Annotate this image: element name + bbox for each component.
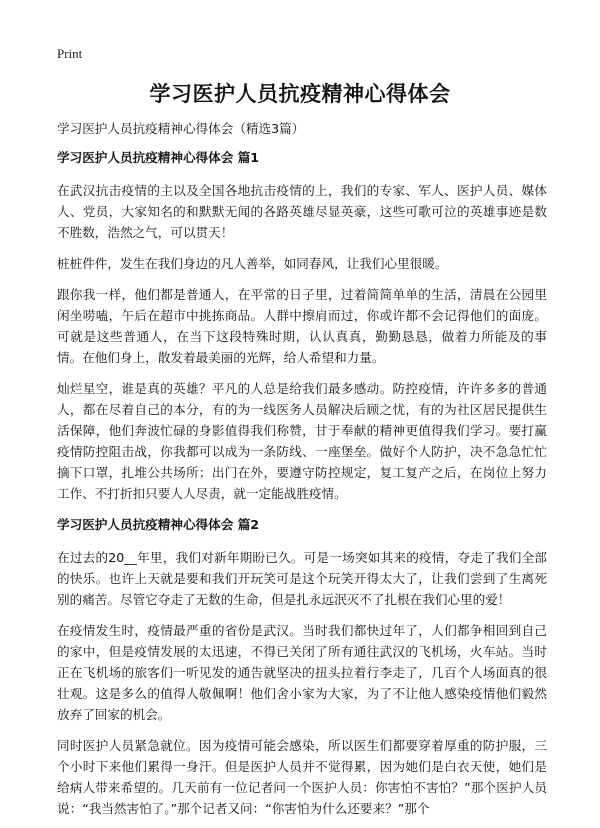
article-body xyxy=(57,118,547,823)
page-title: 学习医护人员抗疫精神心得体会 xyxy=(149,82,451,106)
paragraph: 桩桩件件，发生在我们身边的凡人善举，如同春风，让我们心里很暖。 xyxy=(57,256,448,271)
paragraph: 灿烂星空，谁是真的英雄？平凡的人总是给我们最多感动。防控疫情，许许多多的普通人，都在尽着自己的本分，有的为一线医务人员解决后顾之忧，有的为社区居民提供生活保障，他们奔波忙碌的身影值得我们称赞，甘于奉献的精神更值得我们学习。要打赢疫情防控阻击战，你我都可以成为一条防线、一座堡垒。做好个人防护，决不急急忙忙摘下口罩，扎堆公共场所；出门在外，要遵守防控规定，复工复产之后，在岗位上努力工作、不打折扣只要人人尽责，就一定能战胜疫情。 xyxy=(57,381,547,501)
article-section-2 xyxy=(57,514,547,819)
article-subtitle: 学习医护人员抗疫精神心得体会（精选3篇） xyxy=(57,121,305,136)
paragraph: 在疫情发生时，疫情最严重的省份是武汉。当时我们都快过年了，人们都争相回到自己的家中，但是疫情发展的太迅速，不得已关闭了所有通往武汉的飞机场，火车站。当时正在飞机场的旅客们一听见发的通告就坚决的扭头拉着行李走了，几百个人场面真的很壮观。这是多么的值得人敬佩啊！他们舍小家为大家，为了不让他人感染疫情他们毅然放弃了回家的机会。 xyxy=(57,623,547,722)
section-heading: 学习医护人员抗疫精神心得体会 篇1 xyxy=(57,150,260,165)
paragraph: 在武汉抗击疫情的主以及全国各地抗击疫情的上，我们的专家、军人、医护人员、媒体人、党员，大家知名的和默默无闻的各路英雄尽显英豪，这些可歌可泣的英雄事迹是数不胜数，浩然之气，可以贯天！ xyxy=(57,183,547,240)
section-heading: 学习医护人员抗疫精神心得体会 篇2 xyxy=(57,517,260,532)
paragraph: 同时医护人员紧急就位。因为疫情可能会感染，所以医生们都要穿着厚重的防护服，三个小时下来他们累得一身汗。但是医护人员并不觉得累，因为她们是白衣天使，她们是给病人带来希望的。几天前有一位记者问一个医护人员：你害怕不害怕？”那个医护人员说：“我当然害怕了。”那个记者又问：“你害怕为什么还要来？”那个 xyxy=(57,738,547,816)
paragraph: 跟你我一样，他们都是普通人，在平常的日子里，过着简简单单的生活，清晨在公园里闲坐唠嗑，午后在超市中挑拣商品。人群中擦肩而过，你或许都不会记得他们的面庞。可就是这些普通人，在当下这段特殊时期，认认真真，勤勤恳恳，做着力所能及的事情。在他们身上，散发着最美丽的光辉，给人希望和力量。 xyxy=(57,287,547,365)
print-link[interactable]: Print xyxy=(57,46,83,61)
article-section-1 xyxy=(57,147,547,504)
paragraph: 在过去的20__年里，我们对新年期盼已久。可是一场突如其来的疫情，夺走了我们全部的快乐。也许上天就是要和我们开玩笑可是这个玩笑开得太大了，让我们尝到了生离死别的痛苦。尽管它夺走了无数的生命，但是扎永远泯灭不了扎根在我们心里的爱！ xyxy=(57,550,547,607)
